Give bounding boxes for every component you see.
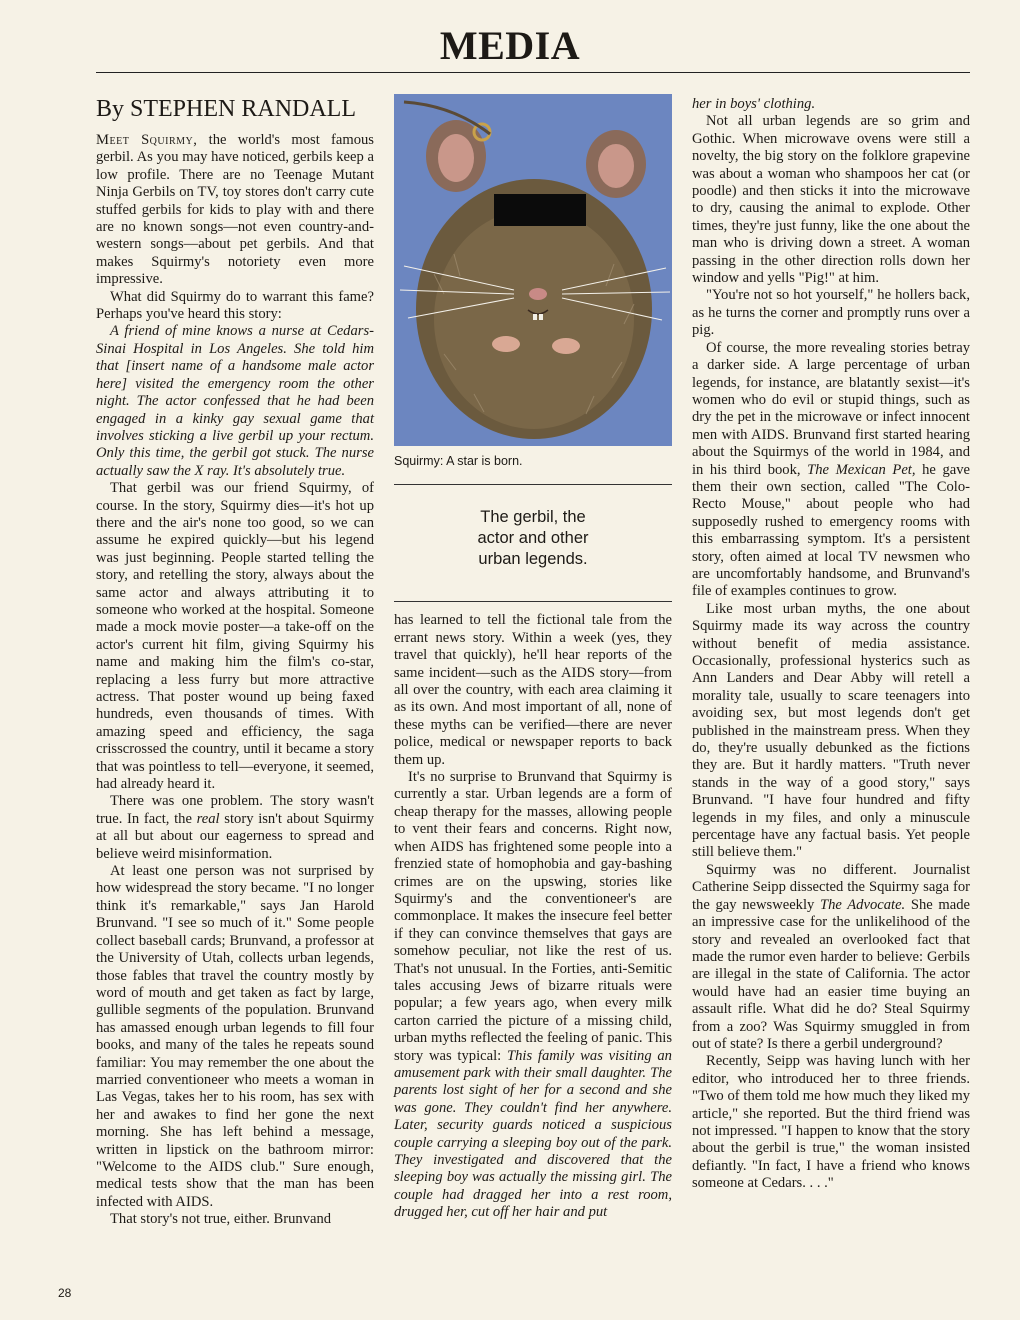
col3-paragraph-2: "You're not so hot yourself," he hollers back, as he turns the corner and promptly runs over a pig.: [692, 287, 970, 339]
col3-p3-em: The Mexican Pet,: [807, 461, 916, 478]
pull-quote-bottom-rule: [394, 601, 672, 602]
col2-p2-em: This family was visiting an amusement park with their small daughter. The parents lost sight of her for a second and she was gone. They couldn't find her anywhere. Later, security guards noticed a suspicious couple carrying a sleeping boy out of the park. They investigated and discovered that the sleeping boy was actually the missing girl. The couple had dragged her into a rest room, drugged her, cut off her hair and put: [394, 1047, 672, 1221]
col2-paragraph-1: has learned to tell the fictional tale from the errant news story. Within a week (yes, they travel that quickly), he'll hear reports of the same incident—such as the AIDS story—from all over the country, with each area claiming it as its own. And most important of all, none of these myths can be verified—there are never police, medical or newspaper reports to back them up.: [394, 612, 672, 768]
col3-paragraph-5: [692, 862, 970, 1053]
pull-quote-line: actor and other: [477, 529, 589, 548]
col1-paragraph-1: [96, 132, 374, 289]
col1-paragraph-5: [96, 793, 374, 863]
col1-paragraph-6: At least one person was not surprised by how widespread the story became. "I no longer think it's remarkable," says Jan Harold Brunvand. "I see so much of it." Some people collect baseball cards; Brunvand, a professor at the University of Utah, collects urban legends, those fables that travel the country mostly by word of mouth and get taken as fact by large, gullible segments of the population. Brunvand has amassed enough urban legends to fill four books, and many of the tales he repeats sound familiar: You may remember the one about the married conventioneer who meets a woman in Las Vegas, takes her to his room, has sex with her and awakes to find her gone the next morning. She has left behind a message, written in lipstick on the bathroom mirror: "Welcome to the AIDS club." Sure enough, medical tests show that the man has been infected with AIDS.: [96, 863, 374, 1210]
column-3: [692, 96, 970, 1193]
col1-p5-em: real: [196, 810, 220, 827]
col2-paragraph-2: [394, 769, 672, 1222]
byline: By STEPHEN RANDALL: [96, 96, 357, 122]
col3-paragraph-0: her in boys' clothing.: [692, 96, 816, 112]
col3-paragraph-1: Not all urban legends are so grim and Gothic. When microwave ovens were still a novelty, the big story on the folklore grapevine was about a woman who shampoos her cat (or poodle) and then sticks it into the microwave to dry, causing the animal to explode. Other times, they're just funny, like the one about the man who is driving down a street. A woman passing in the other direction rolls down her window and yells "Pig!" at him.: [692, 113, 970, 287]
col3-paragraph-4: Like most urban myths, the one about Squirmy made its way across the country without benefit of media assistance. Occasionally, professional hysterics such as Ann Landers and Dear Abby will retell a morality tale, usually to scare teenagers into avoiding sex, but most legends don't get published in the mainstream press. When they do, they're usually debunked as the fictions they are. But it hardly matters. "Truth never stands in the way of a good story," says Brunvand. "I have four hundred and fifty legends in my files, and only a minuscule percentage have any factual basis. Yet people still believe them.": [692, 600, 970, 861]
header-rule: [96, 72, 970, 73]
col1-p5a: There was one problem. The story wasn't true. In fact, the: [96, 793, 374, 827]
col2-p2-text: It's no surprise to Brunvand that Squirmy is currently a star. Urban legends are a form of cheap therapy for the masses, allowing people to vent their fears and concerns. Right now, when AIDS has frightened some people into a frenzied state of homophobia and gay-bashing crimes are on the upswing, stories like Squirmy's and the conventioneer's are commonplace. It makes the insecure feel better if they can convince themselves that gays are somehow peculiar, not like the rest of us. That's not unusual. In the Forties, anti-Semitic tales accusing Jews of bizarre rituals were popular; a few years ago, when every milk carton carried the picture of a missing child, urban myths reflected the feeling of panic. This story was typical:: [394, 769, 672, 1064]
col3-p5-em: The Advocate.: [819, 896, 906, 913]
lead-in: Meet Squirmy,: [96, 132, 198, 148]
pull-quote: [394, 485, 672, 601]
gerbil-illustration: [394, 94, 672, 446]
col1-p5b: story isn't about Squirmy at all but about our eagerness to spread and believe weird misinformation.: [96, 810, 374, 862]
col1-paragraph-3-legend: A friend of mine knows a nurse at Cedars-Sinai Hospital in Los Angeles. She told him that [insert name of a handsome male actor here] visited the emergency room the other night. The actor confessed that he had been engaged in a kinky gay sexual game that involves sticking a live gerbil up your rectum. Only this time, the gerbil got stuck. The nurse actually saw the X ray. It's absolutely true.: [96, 323, 374, 479]
pull-quote-line: The gerbil, the: [480, 508, 586, 527]
pull-quote-line: urban legends.: [478, 550, 588, 569]
column-1: [96, 94, 374, 1229]
col1-paragraph-2: What did Squirmy do to warrant this fame? Perhaps you've heard this story:: [96, 288, 374, 323]
section-title: MEDIA: [439, 23, 581, 68]
col3-paragraph-6: Recently, Seipp was having lunch with her editor, who introduced her to three friends. "Two of them told me how much they liked my article," she reported. But the third friend was not impressed. "I happen to know that the story about the gerbil is true," the woman insisted defiantly. "In fact, I have a friend who knows someone at Cedars. . . .": [692, 1053, 970, 1192]
image-caption: Squirmy: A star is born.: [394, 454, 523, 468]
col1-paragraph-4: That gerbil was our friend Squirmy, of course. In the story, Squirmy dies—it's hot up there and the air's none too good, so we can assume he expired quickly—but his legend was just beginning. People started telling the story, and retelling the story, always about the same actor and always attributing it to someone who worked at the hospital. Someone made a mock movie poster—a take-off on the actor's current hit film, giving Squirmy his name and making him the film's co-star, replacing a less furry but more attractive actress. That poster wound up being faxed hundreds, even thousands of times. With amazing speed and efficiency, the saga crisscrossed the country, until it became a story that was pointless to tell—everyone, it seemed, had already heard it.: [96, 480, 374, 793]
col1-p1-text: the world's most famous gerbil. As you may have noticed, gerbils keep a low profile. There are no Teenage Mutant Ninja Gerbils on TV, toy stores don't carry cute stuffed gerbils for kids to play with and there are no known songs—not even country-and-western songs—about pet gerbils. And that makes Squirmy's notoriety even more impressive.: [96, 132, 374, 288]
page-number: 28: [58, 1286, 72, 1300]
col1-paragraph-7: That story's not true, either. Brunvand: [110, 1211, 332, 1228]
col3-p3b: he gave them their own section, called "The Colo-Recto Mouse," about people who had supposedly rushed to emergency rooms with this embarrassing symptom. It's a persistent story, often aimed at local TV newsmen who are uncomfortably handsome, and Brunvand's file of examples continues to grow.: [692, 461, 970, 600]
censor-bar: [494, 194, 586, 226]
gerbil-drawing: [394, 94, 672, 446]
col3-p3a: Of course, the more revealing stories betray a darker side. A large percentage of urban legends, for instance, are blatantly sexist—it's women who do evil or stupid things, such as dry the pet in the microwave or infect innocent men with AIDS. Brunvand first started hearing about the Squirmys of the world in 1984, and in his third book,: [692, 339, 970, 478]
col3-p5b: She made an impressive case for the unlikelihood of the story and revealed an overlooked fact that made the rumor even harder to believe: Gerbils are illegal in the state of California. The actor would have had an easier time buying an assault rifle. What did he do? Steal Squirmy from a zoo? Was Squirmy smuggled in from out of state? Is there a gerbil underground?: [692, 896, 970, 1052]
column-2: [394, 94, 672, 1222]
col3-paragraph-3: [692, 340, 970, 601]
col3-p5a: Squirmy was no different. Journalist Catherine Seipp dissected the Squirmy saga for the gay newsweekly: [692, 861, 970, 913]
